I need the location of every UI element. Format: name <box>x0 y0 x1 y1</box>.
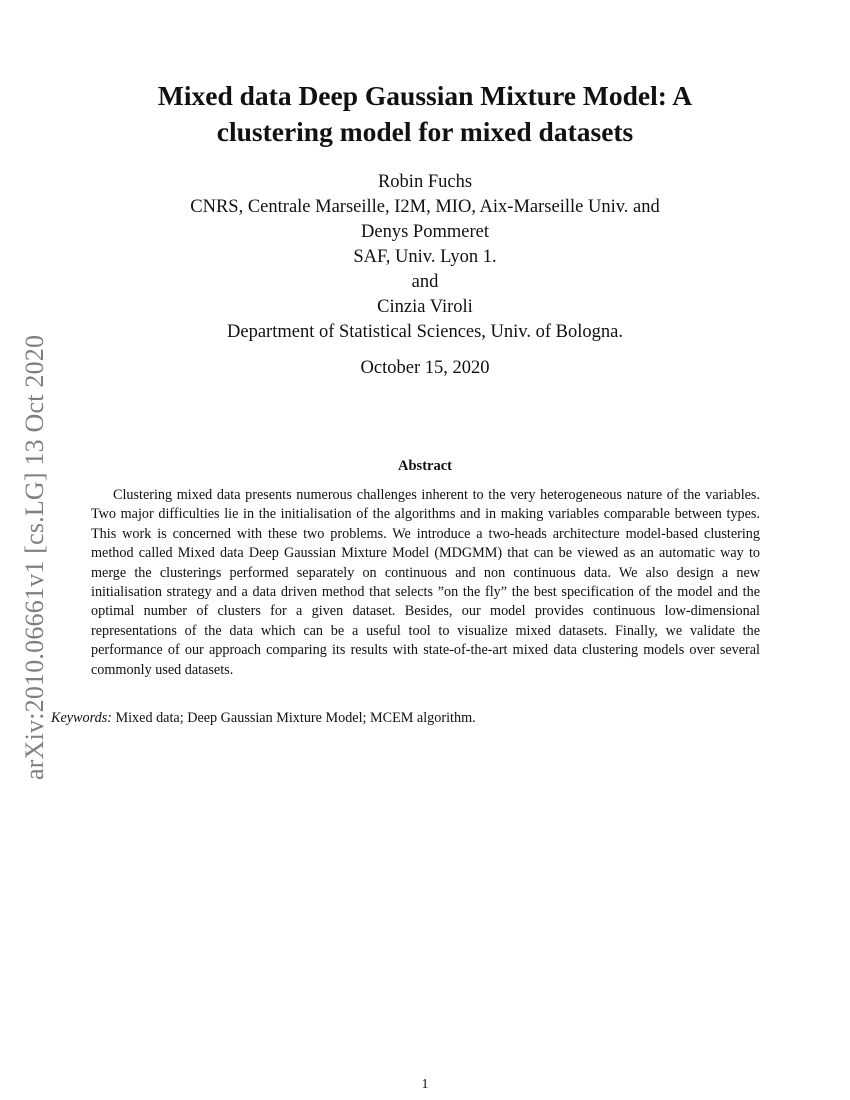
author-block <box>100 170 750 345</box>
page-number: 1 <box>421 1077 429 1092</box>
paper-title <box>70 78 780 150</box>
abstract-text: Clustering mixed data presents numerous challenges inherent to the very heterogeneous nature of the variables. Two major difficulties lie in the initialisation of the algorithms and in making variables comparable between types. This work is concerned with these two problems. We introduce a two-heads architecture model-based clustering method called Mixed data Deep Gaussian Mixture Model (MDGMM) that can be viewed as an automatic way to merge the clusterings performed separately on continuous and non continuous data. We also design a new initialisation strategy and a data driven method that selects ”on the fly” the best specification of the model and the optimal number of clusters for a given dataset. Besides, our model provides continuous low-dimensional representations of the data which can be a useful tool to visualize mixed datasets. Finally, we validate the performance of our approach comparing its results with state-of-the-art mixed data clustering models over several commonly used datasets. <box>91 487 760 678</box>
paper-title-line-1: Mixed data Deep Gaussian Mixture Model: A <box>157 80 693 111</box>
author-separator: and <box>411 272 439 292</box>
author-affiliation: Department of Statistical Sciences, Univ. of Bologna. <box>227 322 623 342</box>
author-affiliation: CNRS, Centrale Marseille, I2M, MIO, Aix-Marseille Univ. and <box>190 197 660 217</box>
author-name: Robin Fuchs <box>377 172 473 192</box>
author-affiliation: SAF, Univ. Lyon 1. <box>353 247 497 267</box>
arxiv-identifier[interactable]: arXiv:2010.06661v1 [cs.LG] 13 Oct 2020 <box>20 334 49 780</box>
keywords-label: Keywords: <box>51 710 112 726</box>
publication-date: October 15, 2020 <box>360 358 490 378</box>
keywords-line <box>51 710 476 727</box>
paper-title-line-2: clustering model for mixed datasets <box>216 116 634 147</box>
keywords-text: Mixed data; Deep Gaussian Mixture Model; MCEM algorithm. <box>115 710 476 726</box>
abstract-heading: Abstract <box>398 458 452 474</box>
author-name: Cinzia Viroli <box>377 297 473 317</box>
author-name: Denys Pommeret <box>361 222 489 242</box>
